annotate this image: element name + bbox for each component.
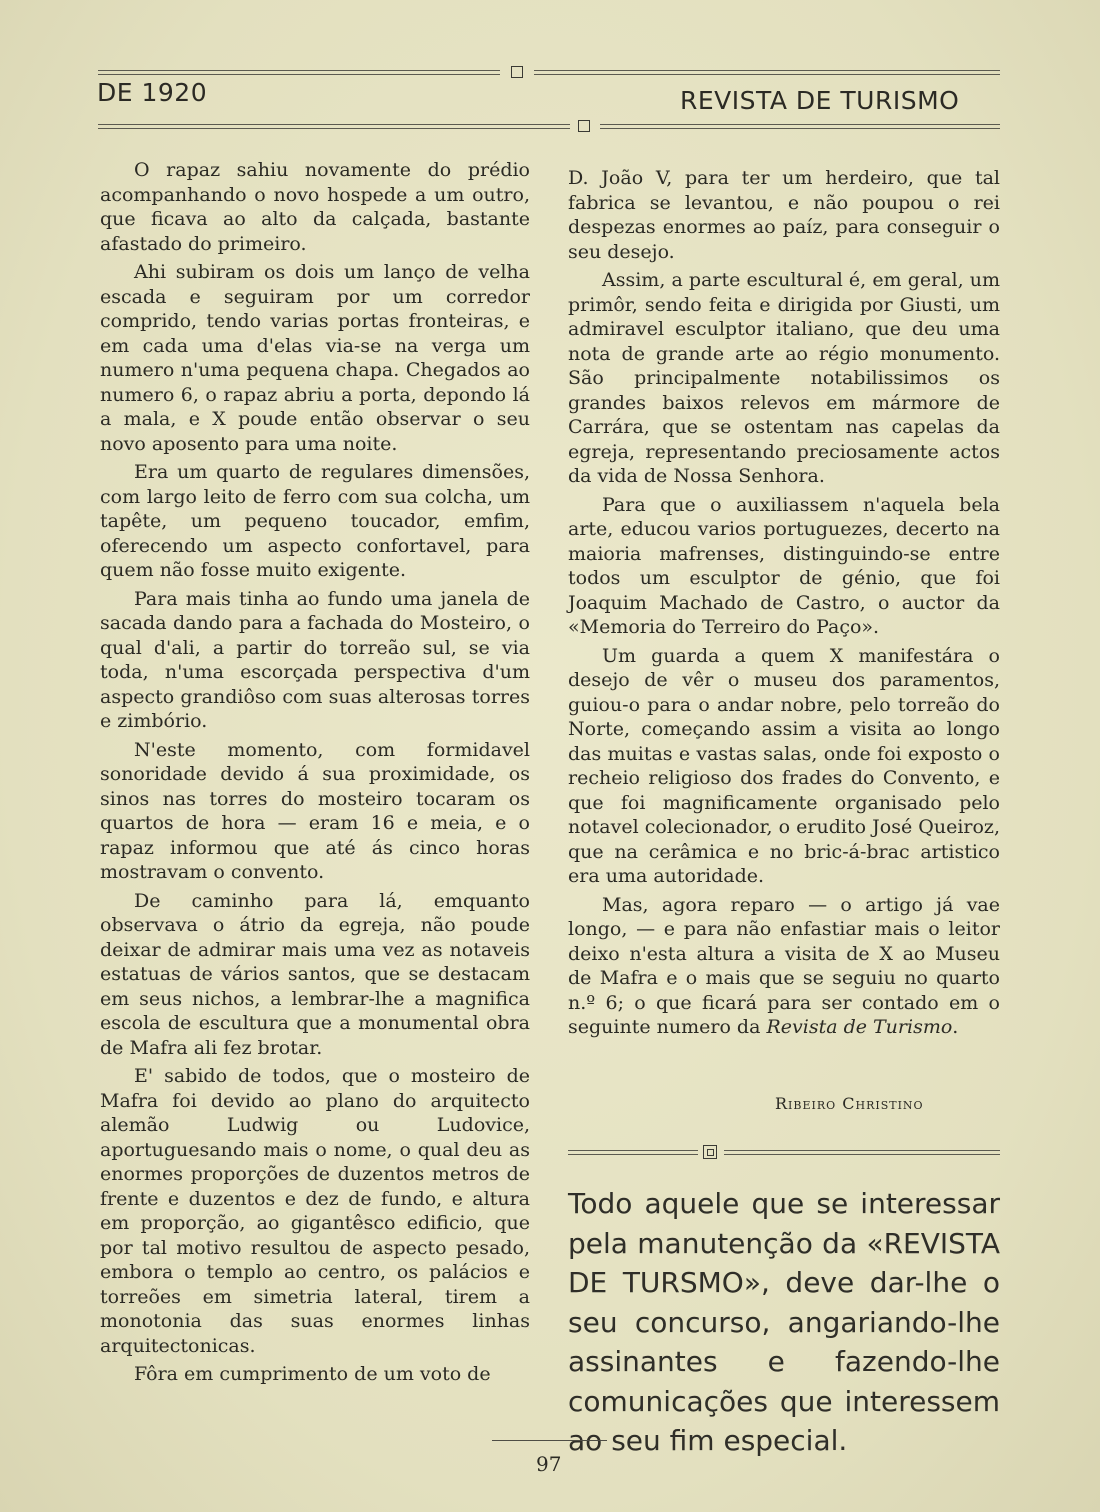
closing-paragraph <box>568 893 1000 1040</box>
left-paragraph: O rapaz sahiu novamente do prédio acompanhando o novo hospede a um outro, que ficava ao alto da calçada, bastante afastado do primeiro. <box>100 159 530 255</box>
closing-end: . <box>952 1016 959 1038</box>
right-paragraph: D. João V, para ter um herdeiro, que tal fabrica se levantou, e não poupou o rei despezas enormes ao paíz, para conseguir o seu desejo. <box>568 167 1000 263</box>
page-number: 97 <box>536 1452 562 1476</box>
left-paragraph: De caminho para lá, emquanto observava o átrio da egreja, não poude deixar de admirar mais uma vez as notaveis estatuas de vários santos, que se destacam em seus nichos, a lembrar-lhe a magnifica escola de escultura que a monumental obra de Mafra ali fez brotar. <box>100 889 530 1059</box>
right-column <box>568 166 1000 1040</box>
page-number-rule <box>492 1440 607 1441</box>
header-left-title: DE 1920 <box>97 78 208 107</box>
right-paragraph: Assim, a parte escultural é, em geral, um primôr, sendo feita e dirigida por Giusti, um admiravel esculptor italiano, que deu uma nota de grande arte ao régio monumento. São principalmente notabilissimos os grandes baixos relevos em mármore de Carrára, que se ostentam nas capelas da egreja, representando preciosamente actos da vida de Nossa Senhora. <box>568 269 1000 487</box>
left-paragraph: Era um quarto de regulares dimensões, com largo leito de ferro com sua colcha, um tapête, um pequeno toucador, emfim, oferecendo um aspecto confortavel, para quem não fosse muito exigente. <box>100 461 530 581</box>
notice-rule-left <box>568 1150 698 1155</box>
left-paragraph: Fôra em cumprimento de um voto de <box>134 1363 491 1385</box>
header-bottom-rule-left <box>98 124 570 129</box>
left-paragraph: E' sabido de todos, que o mosteiro de Mafra foi devido ao plano do arquitecto alemão Ludwig ou Ludovice, aportuguesando mais o nome, o qual deu as enormes proporções de duzentos metros de frente e duzentos e dez de fundo, e altura em proporção, ao gigantêsco edificio, que por tal motivo resultou de aspecto pesado, embora o templo ao centro, os palácios e torreões em simetria lateral, tirem a monotonia das suas enormes linhas arquitectonicas. <box>100 1065 530 1357</box>
header-top-rule-right <box>534 70 1000 75</box>
notice-ornament <box>703 1145 717 1159</box>
subscription-notice: Todo aquele que se interessar pela manutenção da «REVISTA DE TURSMO», deve dar-lhe o seu concurso, angariando-lhe assinantes e fazendo-lhe comunicações que interessem ao seu fim especial. <box>568 1187 1000 1457</box>
closing-text: Mas, agora reparo — o artigo já vae longo, — e para não enfastiar mais o leitor deixo n'esta altura a visita de X ao Museu de Mafra e o mais que se seguiu no quarto n.º 6; o que ficará para ser contado em o seguinte numero da <box>568 893 1000 1038</box>
header-top-rule-left <box>98 70 500 75</box>
left-paragraph: Para mais tinha ao fundo uma janela de sacada dando para a fachada do Mosteiro, o qual d'ali, a partir do torreão sul, se via toda, n'uma escorçada perspectiva d'um aspecto grandiôso com suas alterosas torres e zimbório. <box>100 587 530 732</box>
right-paragraph: Para que o auxiliassem n'aquela bela arte, educou varios portuguezes, decerto na maioria mafrenses, distinguindo-se entre todos um esculptor de génio, que foi Joaquim Machado de Castro, o auctor da «Memoria do Terreiro do Paço». <box>568 493 1000 638</box>
left-paragraph: N'este momento, com formidavel sonoridade devido á sua proximidade, os sinos nas torres do mosteiro tocaram os quartos de hora — eram 16 e meia, e o rapaz informou que até ás cinco horas mostravam o convento. <box>100 738 530 883</box>
left-paragraph: Ahi subiram os dois um lanço de velha escada e seguiram por um corredor comprido, tendo varias portas fronteiras, e em cada uma d'elas via-se na verga um numero n'uma pequena chapa. Chegados ao numero 6, o rapaz abriu a porta, depondo lá a mala, e X poude então observar o seu novo aposento para uma noite. <box>100 261 530 455</box>
header-ornament-bottom <box>578 120 590 132</box>
header-bottom-rule-right <box>600 124 1000 129</box>
notice-rule-right <box>724 1150 1000 1155</box>
author-signature: Ribeiro Christino <box>775 1094 924 1113</box>
left-column <box>100 158 530 1387</box>
header-ornament-top <box>511 66 523 78</box>
right-paragraph: Um guarda a quem X manifestára o desejo de vêr o museu dos paramentos, guiou-o para o andar nobre, pelo torreão do Norte, começando assim a visita ao longo das muitas e vastas salas, onde foi exposto o recheio religioso dos frades do Convento, e que foi magnificamente organisado pelo notavel colecionador, o erudito José Queiroz, que na cerâmica e no bric-á-brac artistico era uma autoridade. <box>568 644 1000 887</box>
magazine-title-italic: Revista de Turismo <box>766 1016 953 1038</box>
header-right-title: REVISTA DE TURISMO <box>680 86 960 115</box>
